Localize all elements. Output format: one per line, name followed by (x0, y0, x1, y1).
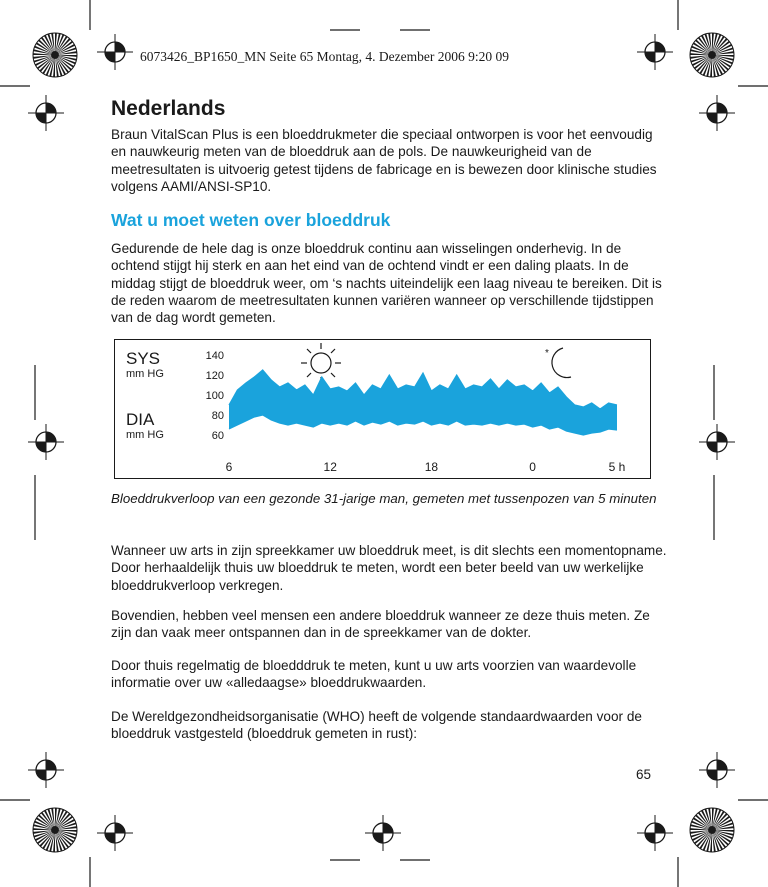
language-title: Nederlands (111, 97, 226, 120)
x-tick-label: 0 (529, 460, 536, 474)
body-paragraph-2: Wanneer uw arts in zijn spreekkamer uw bloeddruk meet, is dit slechts een momentopname. Door herhaaldelijk thuis uw bloeddruk te meten, wordt een beter beeld van uw werkelijke bloeddrukverloop verkregen. (111, 543, 667, 593)
svg-text:*: * (545, 348, 549, 359)
y-tick-label: 100 (205, 390, 224, 402)
dia-unit-label: mm HG (126, 429, 164, 441)
sys-unit-label: mm HG (126, 368, 164, 380)
y-tick-label: 60 (211, 430, 224, 442)
sys-label: SYS (126, 349, 161, 368)
body-paragraph-3: Bovendien, hebben veel mensen een andere bloeddruk wanneer ze deze thuis meten. Ze zijn dan vaak meer ontspannen dan in de spreekkamer van de dokter. (111, 608, 650, 641)
section-heading: Wat u moet weten over bloeddruk (111, 210, 391, 230)
body-paragraph-5: De Wereldgezondheidsorganisatie (WHO) heeft de volgende standaardwaarden voor de bloeddruk vastgesteld (bloeddruk gemeten in rust): (111, 709, 642, 742)
sun-icon (301, 343, 341, 383)
dia-label: DIA (126, 410, 155, 429)
intro-paragraph: Braun VitalScan Plus is een bloeddrukmeter die speciaal ontworpen is voor het eenvoudig en nauwkeurig meten van de bloeddruk aan de pols. De nauwkeurigheid van de meetresultaten is uitvoerig getest tijdens de fabricage en is bewezen door klinische studies volgens AAMI/ANSI-SP10. (111, 127, 657, 194)
y-tick-label: 120 (205, 370, 224, 382)
x-tick-label: 6 (225, 460, 233, 474)
moon-icon (545, 348, 571, 378)
x-tick-label: 5 h (608, 460, 626, 474)
body-paragraph-4: Door thuis regelmatig de bloedddruk te meten, kunt u uw arts voorzien van waardevolle informatie over uw «alledaagse» bloeddrukwaarden. (111, 658, 637, 691)
page-number: 65 (636, 767, 652, 782)
y-tick-label: 140 (205, 350, 224, 362)
y-tick-label: 80 (211, 410, 224, 422)
x-tick-label: 18 (424, 460, 439, 474)
body-paragraph-1: Gedurende de hele dag is onze bloeddruk continu aan wisselingen onderhevig. In de ochtend stijgt hij sterk en aan het eind van de ochtend vindt er een daling plaats. In de middag stijgt de bloeddruk weer, om ‘s nachts uiteindelijk een laag niveau te bereiken. Dit is de reden waarom de meetresultaten kunnen variëren wanneer op verschillende tijdstippen van de dag wordt gemeten. (111, 241, 662, 326)
chart-caption: Bloeddrukverloop van een gezonde 31-jarige man, gemeten met tussenpozen van 5 minuten (111, 491, 657, 506)
print-slug: 6073426_BP1650_MN Seite 65 Montag, 4. Dezember 2006 9:20 09 (140, 49, 509, 64)
x-tick-label: 12 (323, 460, 337, 474)
